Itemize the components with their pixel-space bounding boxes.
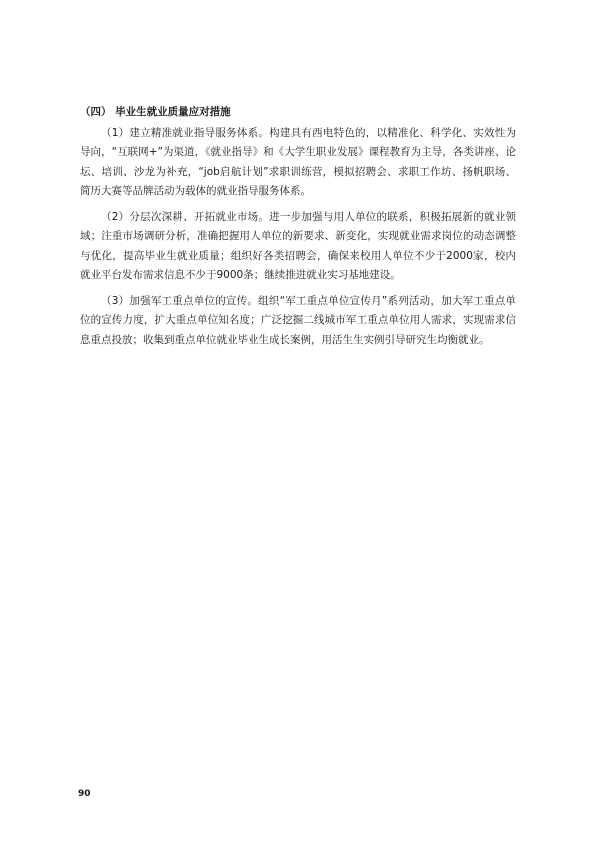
section-heading: （四） 毕业生就业质量应对措施	[80, 106, 231, 118]
page-number: 90	[78, 789, 91, 799]
paragraph-employment-guidance: （1）建立精准就业指导服务体系。构建具有西电特色的，以精准化、科学化、实效性为导向，“互联网+”为渠道，《就业指导》和《大学生职业发展》课程教育为主导，各类讲座、论坛、培训、沙龙为补充，“job启航计划”求职训练营，模拟招聘会、求职工作坊、扬帆职场、简历大赛等品牌活动为载体的就业指导服务体系。	[80, 127, 516, 197]
paragraph-job-market: （2）分层次深耕、开拓就业市场。进一步加强与用人单位的联系，积极拓展新的就业领域；注重市场调研分析，准确把握用人单位的新要求、新变化，实现就业需求岗位的动态调整与优化，提高毕业生就业质量；组织好各类招聘会，确保来校用人单位不少于2000家，校内就业平台发布需求信息不少于9000条；继续推进就业实习基地建设。	[80, 211, 516, 281]
paragraph-military-units: （3）加强军工重点单位的宣传。组织“军工重点单位宣传月”系列活动，加大军工重点单位的宣传力度，扩大重点单位知名度；广泛挖掘二线城市军工重点单位用人需求，实现需求信息重点投放；收集到重点单位就业毕业生成长案例，用活生生实例引导研究生均衡就业。	[80, 295, 516, 346]
